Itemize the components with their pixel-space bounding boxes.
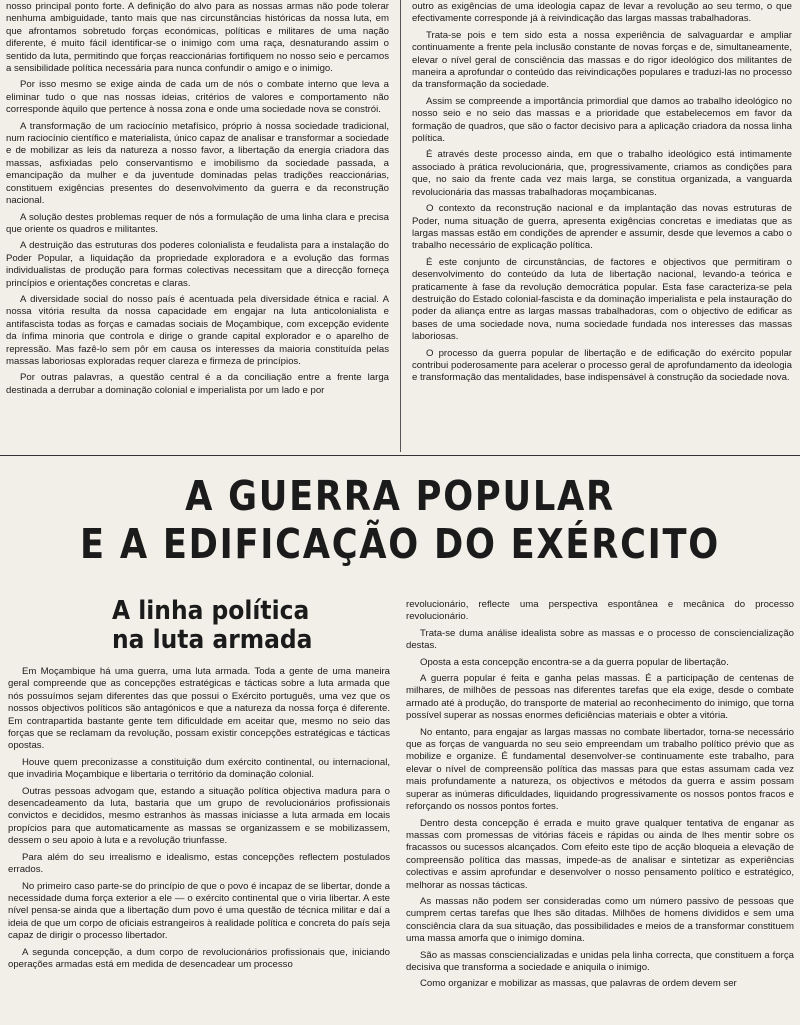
paragraph: A segunda concepção, a dum corpo de revolucionários profissionais que, iniciando operações armadas está em medida de desencadear um processo: [8, 946, 390, 970]
column-divider: [400, 0, 401, 452]
paragraph: As massas não podem ser consideradas como um número passivo de pessoas que cumprem certas tarefas que lhes são ditadas. Milhões de homens divididos e sem uma consciência clara da sua situação, das possibilidades e meios de a transformar constituem uma massa amorfa que o inimigo domina.: [406, 895, 794, 945]
headline-line-2: E A EDIFICAÇÃO DO EXÉRCITO: [80, 520, 720, 568]
paragraph: Em Moçambique há uma guerra, uma luta armada. Toda a gente de uma maneira geral compreende que as concepções estratégicas e tácticas sobre a luta armada que nós possuímos sejam diferentes das que possui o Exército português, uma vez que os nossos objectivos políticos são antagónicos e que a natureza da nossa força é diferente. Em contrapartida bastante gente tem dificuldade em aceitar que, mesmo no seio das forças que se reclamam da revolução, possam existir concepções estratégicas e tácticas opostas.: [8, 666, 390, 752]
paragraph: A guerra popular é feita e ganha pelas massas. É a participação de centenas de milhares, de milhões de pessoas nas diferentes tarefas que ela exige, desde o combate armado até à produção, do transporte de material ao reconhecimento do inimigo, que torna possível superar as nossas enormes deficiências materiais e obter a vitória.: [406, 673, 794, 722]
paragraph: No entanto, para engajar as largas massas no combate libertador, torna-se necessário que as forças de vanguarda no seu seio empreendam um trabalho político prévio que as mobilize e organize. É fundamental desenvolver-se continuamente este trabalho, para elevar o nível de compreensão política das massas para que estas assumam cada vez mais profundamente a natureza, os objectivos e métodos da guerra e assim possam superar as inúmeras dificuldades, liquidando progressivamente os nossos pontos fracos e reforçando os nossos pontos fortes.: [406, 726, 794, 813]
paragraph: Houve quem preconizasse a constituição dum exército continental, ou internacional, que invadiria Moçambique e libertaria o território da dominação colonial.: [8, 756, 390, 781]
paragraph: Para além do seu irrealismo e idealismo, estas concepções reflectem postulados errados.: [8, 851, 390, 876]
paragraph: Trata-se duma análise idealista sobre as massas e o processo de consciencialização destas.: [406, 627, 794, 652]
article-headline: [56, 472, 744, 568]
paragraph: revolucionário, reflecte uma perspectiva espontânea e mecânica do processo revolucionário.: [406, 599, 794, 623]
paragraph: A transformação de um raciocínio metafísico, próprio à nossa sociedade tradicional, num raciocínio científico e materialista, único capaz de analisar e transformar a sociedade e de mobilizar as leis da natureza a nosso favor, a libertação da energia criadora das massas, asfixiadas pelo conservantismo e imobilismo da sociedade passada, a emancipação da mulher e da juventude dominadas pelas tradições reaccionárias, constituem exigências presentes do desenvolvimento da guerra e da reconstrução nacional.: [6, 120, 389, 207]
top-right-column: [412, 1, 792, 451]
paragraph: Por outras palavras, a questão central é a da conciliação entre a frente larga destinada a derrubar a dominação colonial e imperialista por um lado e por: [6, 372, 389, 396]
paragraph: Assim se compreende a importância primordial que damos ao trabalho ideológico no nosso seio e no seio das massas e a prioridade que estabelecemos em favor da formação de quadros, que são o factor decisivo para a aplicação criadora da nossa linha política.: [412, 95, 792, 145]
paragraph: Outras pessoas advogam que, estando a situação política objectiva madura para o desencadeamento da luta, bastaria que um grupo de revolucionários profissionais convictos e decididos, mesmo estranhos às massas iniciasse a luta armada em locais propícios para que automaticamente as massas se organizassem e se mobilizassem, dessem o seu apoio à luta e a revolução triunfasse.: [8, 785, 390, 847]
paragraph: A diversidade social do nosso país é acentuada pela diversidade étnica e racial. A nossa vitória resulta da nossa capacidade em engajar na luta anticolonialista e antifascista todas as forças e camadas sociais de Moçambique, com excepção evidente da ínfima minoria que controla e dirige o grande capital explorador e o aparelho de repressão. Mas fazê-lo sem pôr em causa os interesses da maioria constituída pelas massas laboriosas exploradas requer clareza e firmeza de princípios.: [6, 293, 389, 367]
paragraph: A solução destes problemas requer de nós a formulação de uma linha clara e precisa que oriente os quadros e militantes.: [6, 211, 389, 235]
headline-line-1: A GUERRA POPULAR: [185, 472, 615, 520]
paragraph: O contexto da reconstrução nacional e da implantação das novas estruturas de Poder, numa situação de guerra, apresenta exigências concretas e imediatas que as largas massas estão em condições de aprender e assumir, desde que levemos a cabo o trabalho necessário de explicação política.: [412, 203, 792, 252]
bottom-left-column: [8, 666, 390, 1022]
paragraph: É através deste processo ainda, em que o trabalho ideológico está intimamente associado à prática revolucionária, que, progressivamente, criamos as condições para que, no saio da frente cada vez mais larga, se constitua organizada, a vanguarda revolucionária das massas trabalhadoras moçambicanas.: [412, 149, 792, 198]
paragraph: Dentro desta concepção é errada e muito grave qualquer tentativa de enganar as massas com promessas de vitórias fáceis e rápidas ou ainda de lhes mentir sobre os fracassos ou sucessos alcançados. Com efeito este tipo de acção bloqueia a elevação de compreensão política das massas, impede-as de analisar e sintetizar as experiências colectivas e assim aprofundar e desenvolver o nosso pensamento político e estratégico, melhorar as nossas tácticas.: [406, 817, 794, 891]
paragraph: Oposta a esta concepção encontra-se a da guerra popular de libertação.: [420, 656, 729, 668]
subheading-line-2: na luta armada: [112, 625, 313, 655]
paragraph: Por isso mesmo se exige ainda de cada um de nós o combate interno que leva a eliminar tudo o que nas nossas ideias, critérios de valores e comportamento não corresponde àquilo que pertence à nossa zona e onde uma sociedade nova se constrói.: [6, 79, 389, 116]
top-left-column: [6, 1, 389, 451]
paragraph: No primeiro caso parte-se do princípio de que o povo é incapaz de se libertar, donde a necessidade duma força exterior a ele — o exército continental que o viria libertar. A este nível pensa-se ainda que a libertação dum povo é uma questão de técnica militar e daí a ideia de que um corpo de oficiais estrangeiros à realidade política e concreta do país seja capaz de dirigir o processo libertador.: [8, 880, 390, 942]
paragraph: Como organizar e mobilizar as massas, que palavras de ordem devem ser: [420, 978, 737, 990]
article-subheading: [112, 597, 337, 655]
subheading-line-1: A linha política: [112, 596, 310, 626]
paragraph: É este conjunto de circunstâncias, de factores e objectivos que permitiram o desenvolvimento do conteúdo da luta de libertação nacional, levando-a teórica e praticamente à fase da revolução democrática popular. Esta fase caracteriza-se pela destruição do Estado colonial-fascista e da dominação imperialista e pela instauração do poder da aliança entre as largas massas trabalhadoras, com o objectivo de edificar as bases de uma sociedade nova, numa sociedade fundada nos interesses das massas laboriosas.: [412, 256, 792, 343]
bottom-right-column: [406, 599, 794, 1023]
paragraph: Trata-se pois e tem sido esta a nossa experiência de salvaguardar e ampliar continuamente a frente pela inclusão constante de novas forças e de, simultaneamente, elevar o nível geral de consciência das massas e do rigor ideológico dos militantes de maneira a aprofundar o conteúdo das reivindicações populares e traduzi-las no processo da transformação da sociedade.: [412, 29, 792, 91]
section-divider: [0, 455, 800, 456]
paragraph: outro as exigências de uma ideologia capaz de levar a revolução ao seu termo, o que efectivamente corresponde já à reivindicação das largas massas trabalhadoras.: [412, 1, 792, 25]
paragraph: O processo da guerra popular de libertação e de edificação do exército popular contribui poderosamente para acelerar o processo geral de aprofundamento da ideologia e transformação das mentalidades, base indispensável à construção da sociedade nova.: [412, 347, 792, 384]
paragraph: nosso principal ponto forte. A definição do alvo para as nossas armas não pode tolerar nenhuma ambiguidade, tanto mais que nas circunstâncias históricas da nossa luta, em que afrontamos sobretudo forças económicas, políticas e militares de uma nação diferente, é muito fácil identificar-se o inimigo com uma raça, desnaturando assim o sentido da luta, permitindo que forças reaccionárias fortifiquem no nosso seio e percamos a sensibilidade política necessária para nunca confundir o amigo e o inimigo.: [6, 1, 389, 75]
paragraph: São as massas consciencializadas e unidas pela linha correcta, que constituem a força decisiva que transforma a sociedade e aniquila o inimigo.: [406, 949, 794, 973]
paragraph: A destruição das estruturas dos poderes colonialista e feudalista para a instalação do Poder Popular, a liquidação da propriedade exploradora e a evolução das formas individualistas de produção para formas colectivas necessitam que a direcção forneça princípios e orientações concretas e claras.: [6, 240, 389, 289]
